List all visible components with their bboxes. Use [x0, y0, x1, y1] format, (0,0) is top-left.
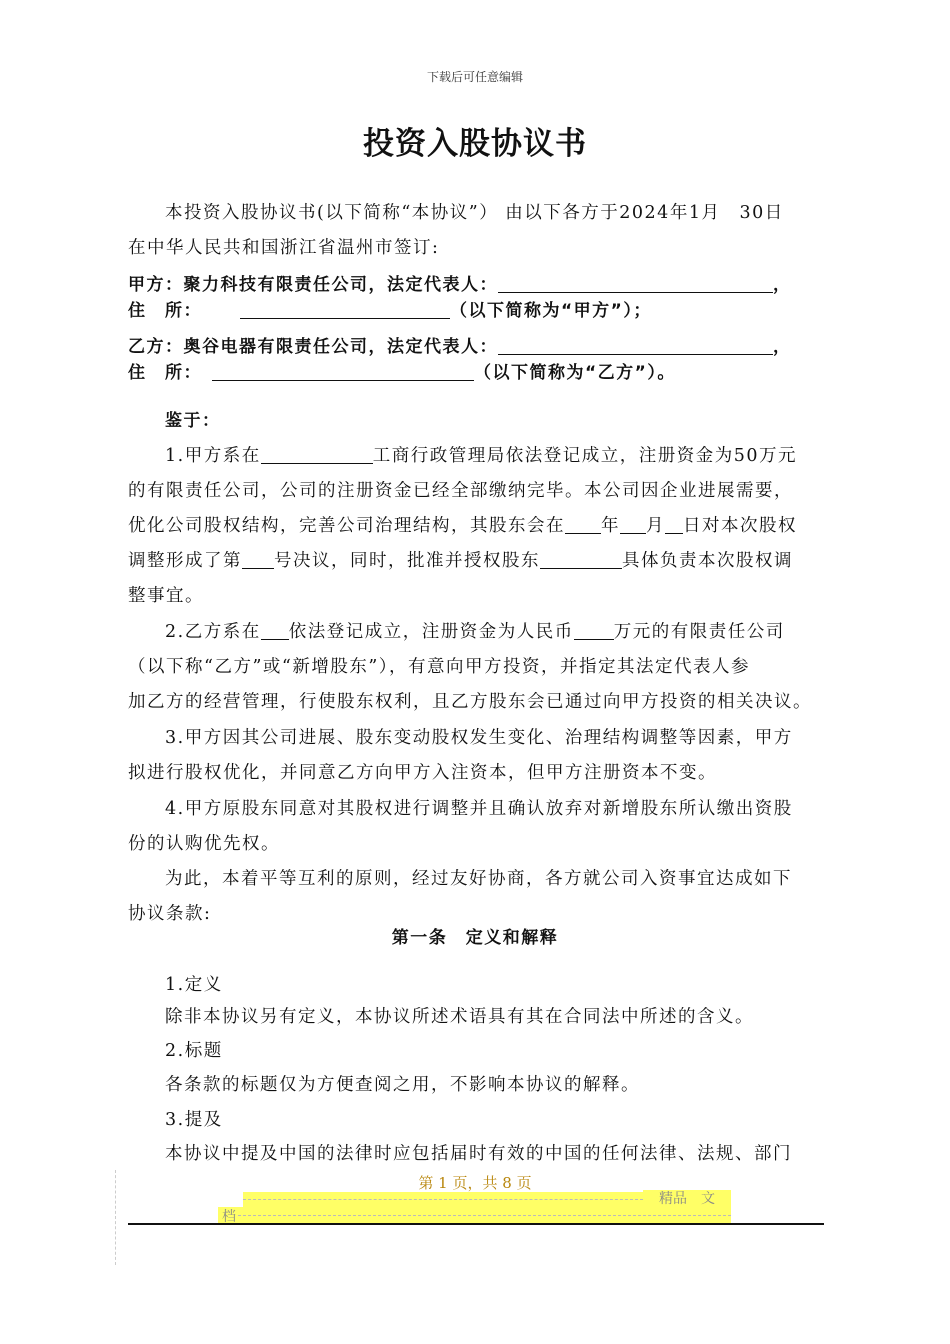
clause-1-line-5: 整事宜。: [128, 586, 204, 606]
party-a-address-blank: [240, 298, 450, 319]
definition-item: 3.提及: [165, 1110, 223, 1130]
clause-2-text-a: 2.乙方系在: [165, 622, 261, 642]
clause-1-year: 年: [601, 516, 620, 536]
clause-4-line-1: 4.甲方原股东同意对其股权进行调整并且确认放弃对新增股东所认缴出资股: [165, 799, 793, 819]
party-b-representative-blank: [498, 334, 773, 355]
document-title: 投资入股协议书: [363, 126, 587, 162]
party-a-representative-blank: [498, 272, 773, 293]
party-b-alias: （以下简称为“乙方”）。: [474, 363, 676, 383]
clause-1-text-c: 优化公司股权结构，完善公司治理结构，其股东会在: [128, 516, 565, 536]
definition-item: 2.标题: [165, 1041, 223, 1061]
clause-1-text-e: 号决议，同时，批准并授权股东: [274, 551, 540, 571]
footer-rule: [128, 1223, 824, 1225]
definition-item: 除非本协议另有定义，本协议所述术语具有其在合同法中所述的含义。: [165, 1007, 754, 1027]
article-1-heading: 第一条 定义和解释: [391, 928, 559, 948]
clause-3-line-1: 3.甲方因其公司进展、股东变动股权发生变化、治理结构调整等因素，甲方: [165, 728, 793, 748]
clause-1-line-1: [165, 439, 797, 474]
blank: [565, 513, 601, 534]
blank: [620, 513, 646, 534]
blank: [261, 619, 289, 640]
clause-1-text-b: 工商行政管理局依法登记成立，注册资金为50万元: [372, 446, 797, 466]
party-b-address-label: 住 所：: [128, 363, 202, 383]
party-a-label: 甲方：聚力科技有限责任公司，法定代表人：: [128, 275, 498, 295]
party-b-comma: ，: [773, 337, 792, 357]
definition-item: 1.定义: [165, 975, 223, 995]
header-note: 下载后可任意编辑: [426, 70, 523, 84]
blank: [261, 443, 373, 464]
watermark-text: 精品 文: [643, 1190, 731, 1208]
party-b-label: 乙方：奥谷电器有限责任公司，法定代表人：: [128, 337, 498, 357]
therefore-line-1: 为此，本着平等互利的原则，经过友好协商，各方就公司入资事宜达成如下: [165, 869, 792, 889]
clause-3-line-2: 拟进行股权优化，并同意乙方向甲方入注资本，但甲方注册资本不变。: [128, 763, 717, 783]
clause-2-line-2: （以下称“乙方”或“新增股东”），有意向甲方投资，并指定其法定代表人参: [128, 657, 751, 677]
blank: [665, 513, 683, 534]
page-number: 第 1 页，共 8 页: [418, 1174, 532, 1192]
definition-item: 各条款的标题仅为方便查阅之用，不影响本协议的解释。: [165, 1075, 640, 1095]
watermark-highlight: [218, 1207, 731, 1223]
party-a-address-label: 住 所：: [128, 301, 202, 321]
clause-2-line-3: 加乙方的经营管理，行使股东权利，且乙方股东会已通过向甲方投资的相关决议。: [128, 692, 812, 712]
clause-1-line-2: 的有限责任公司，公司的注册资金已经全部缴纳完毕。本公司因企业进展需要，: [128, 481, 793, 501]
whereas-heading: 鉴于：: [165, 411, 221, 431]
intro-line-1: 本投资入股协议书(以下简称“本协议”） 由以下各方于2024年1月 30日: [165, 203, 784, 223]
party-b-address-blank: [212, 360, 474, 381]
clause-2-text-b: 依法登记成立，注册资金为人民币: [288, 622, 574, 642]
watermark-dash-line: [243, 1199, 643, 1200]
clause-2-line-1: [165, 615, 785, 650]
watermark-text: 档: [222, 1209, 236, 1225]
clause-1-text-a: 1.甲方系在: [165, 446, 261, 466]
clause-4-line-2: 份的认购优先权。: [128, 834, 280, 854]
blank: [540, 548, 622, 569]
clause-1-text-f: 具体负责本次股权调: [622, 551, 793, 571]
clause-1-line-3: [128, 509, 797, 544]
watermark-dash-line: [238, 1215, 731, 1216]
clause-1-text-d: 调整形成了第: [128, 551, 242, 571]
party-a-line-2: [128, 294, 652, 329]
blank: [242, 548, 274, 569]
party-a-comma: ，: [773, 275, 792, 295]
clause-2-text-c: 万元的有限责任公司: [613, 622, 785, 642]
party-b-line-2: [128, 356, 676, 391]
definition-item: 本协议中提及中国的法律时应包括届时有效的中国的任何法律、法规、部门: [165, 1144, 792, 1164]
clause-1-month: 月: [646, 516, 665, 536]
therefore-line-2: 协议条款:: [128, 904, 212, 924]
clause-1-day: 日对本次股权: [683, 516, 797, 536]
blank: [574, 619, 614, 640]
watermark-highlight: [243, 1192, 643, 1207]
clause-1-line-4: [128, 544, 793, 579]
intro-line-2: 在中华人民共和国浙江省温州市签订:: [128, 238, 440, 258]
party-a-alias: （以下简称为“甲方”）；: [450, 301, 652, 321]
